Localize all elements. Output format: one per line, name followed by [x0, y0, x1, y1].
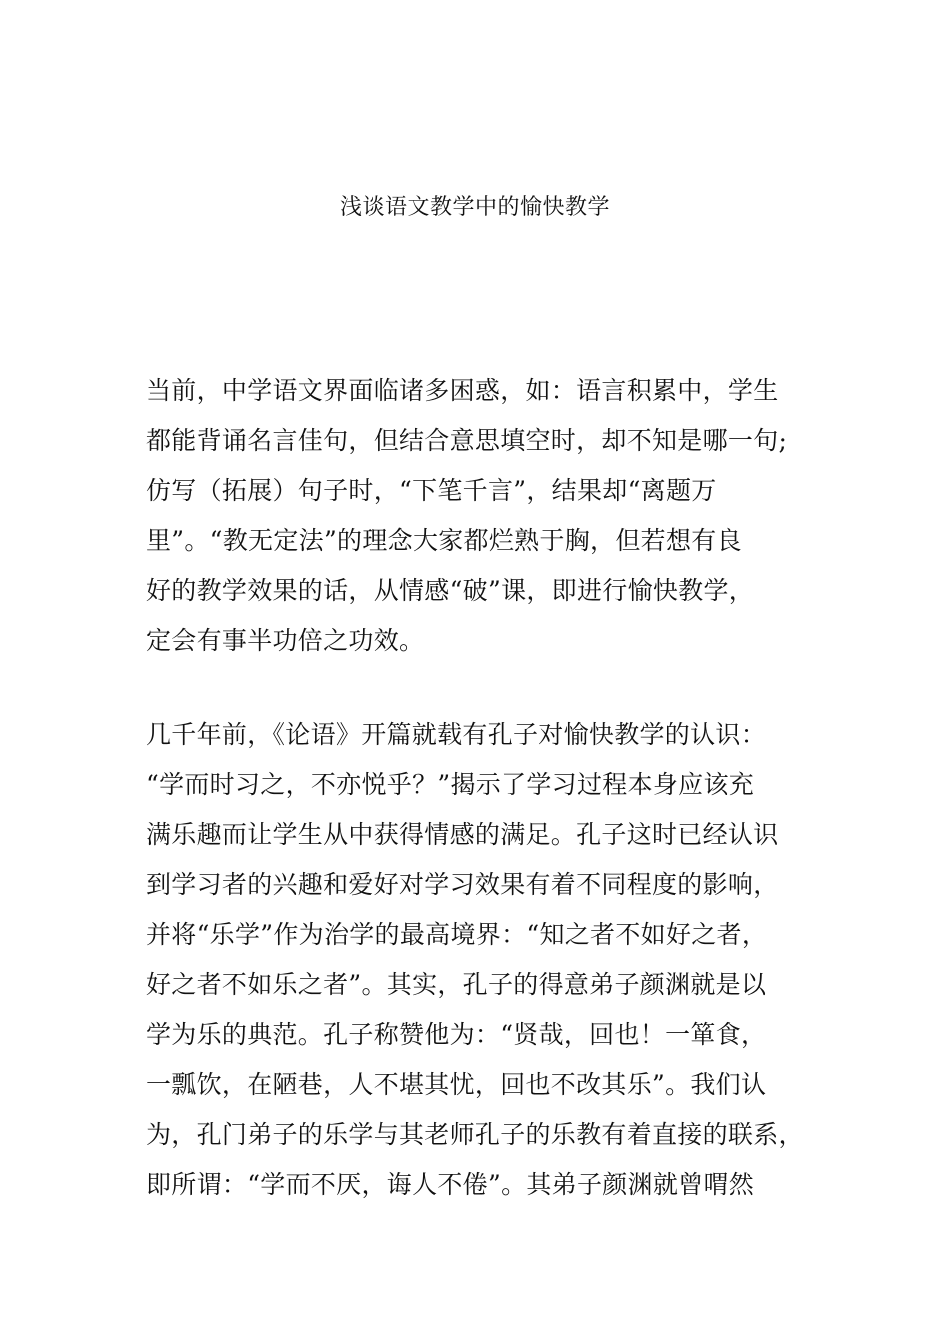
paragraph-1: [146, 366, 806, 666]
paragraph-line: 学为乐的典范。孔子称赞他为：“贤哉，回也！一箪食，: [146, 1020, 767, 1049]
paragraph-line: 都能背诵名言佳句，但结合意思填空时，却不知是哪一句;: [146, 426, 788, 455]
paragraph-line: 为，孔门弟子的乐学与其老师孔子的乐教有着直接的联系，: [146, 1120, 804, 1149]
paragraph-2: [146, 710, 806, 1210]
paragraph-line: 当前，中学语文界面临诸多困惑，如：语言积累中，学生: [146, 376, 779, 405]
paragraph-line: 几千年前，《论语》开篇就载有孔子对愉快教学的认识：: [146, 720, 767, 749]
paragraph-line: 定会有事半功倍之功效。: [146, 626, 425, 655]
paragraph-line: 到学习者的兴趣和爱好对学习效果有着不同程度的影响，: [146, 870, 779, 899]
paragraph-line: 并将“乐学”作为治学的最高境界：“知之者不如好之者，: [146, 920, 768, 949]
paragraph-line: 仿写（拓展）句子时，“下笔千言”，结果却“离题万: [146, 476, 717, 505]
paragraph-line: 满乐趣而让学生从中获得情感的满足。孔子这时已经认识: [146, 820, 779, 849]
paragraph-line: 里”。“教无定法”的理念大家都烂熟于胸，但若想有良: [146, 526, 742, 555]
paragraph-line: 好的教学效果的话，从情感“破”课，即进行愉快教学，: [146, 576, 755, 605]
paragraph-line: 一瓢饮，在陋巷，人不堪其忧，回也不改其乐”。我们认: [146, 1070, 767, 1099]
paragraph-line: 好之者不如乐之者”。其实，孔子的得意弟子颜渊就是以: [146, 970, 767, 999]
paragraph-line: “学而时习之，不亦悦乎？”揭示了学习过程本身应该充: [146, 770, 755, 799]
document-title: 浅谈语文教学中的愉快教学: [339, 195, 610, 220]
paragraph-line: 即所谓：“学而不厌，诲人不倦”。其弟子颜渊就曾喟然: [146, 1170, 755, 1199]
